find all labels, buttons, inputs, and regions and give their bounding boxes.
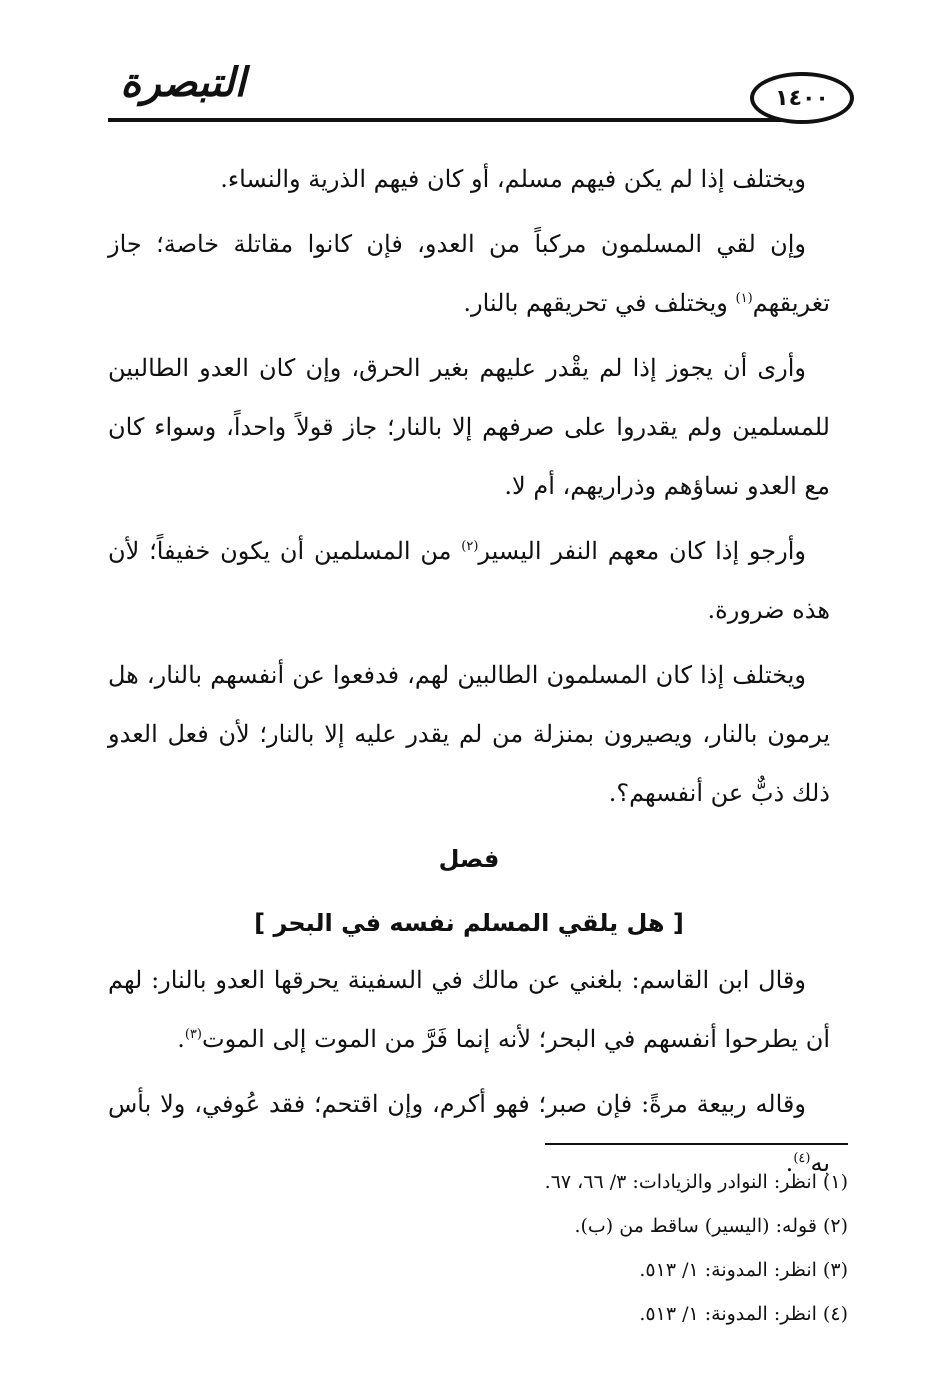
- paragraph-text: وقاله ربيعة مرةً: فإن صبر؛ فهو أكرم، وإن اقتحم؛ فقد عُوفي، ولا بأس به: [108, 1090, 830, 1177]
- section-title: فصل: [438, 845, 500, 873]
- footnote-ref: (٤): [793, 1151, 811, 1166]
- book-title-logo: التبصرة: [120, 59, 246, 106]
- paragraph: [108, 150, 830, 209]
- paragraph: [108, 215, 830, 333]
- paragraph-text: ويختلف في تحريقهم بالنار.: [463, 289, 728, 317]
- main-text: [108, 150, 830, 1199]
- footnotes: [108, 1160, 848, 1336]
- paragraph: [108, 522, 830, 640]
- paragraph-text: وإن لقي المسلمون مركباً من العدو، فإن كانوا مقاتلة خاصة؛ جاز تغريقهم: [108, 230, 830, 317]
- paragraph-text: .: [785, 1149, 794, 1177]
- paragraph: [108, 646, 830, 823]
- paragraph-text: وأرجو إذا كان معهم النفر اليسير: [478, 537, 806, 565]
- paragraph: [108, 339, 830, 516]
- paragraph-text: ويختلف إذا كان المسلمون الطالبين لهم، فدفعوا عن أنفسهم بالنار، هل يرمون بالنار، ويصيرون بمنزلة من لم يقدر عليه إلا بالنار؛ لأن فعل العدو ذلك ذبٌّ عن أنفسهم؟.: [108, 661, 830, 807]
- page-number: ١٤٠٠: [775, 85, 829, 111]
- paragraph-text: وقال ابن القاسم: بلغني عن مالك في السفينة يحرقها العدو بالنار: لهم أن يطرحوا أنفسهم في البحر؛ لأنه إنما فَرَّ من الموت إلى الموت: [108, 966, 830, 1053]
- footnote-ref: (٢): [461, 539, 479, 554]
- paragraph-text: .: [177, 1025, 185, 1053]
- footnote: (٤) انظر: المدونة: ١/ ٥١٣.: [639, 1303, 848, 1325]
- footnote-ref: (١): [735, 291, 753, 306]
- paragraph-text: ويختلف إذا لم يكن فيهم مسلم، أو كان فيهم الذرية والنساء.: [220, 165, 806, 193]
- paragraph-text: من المسلمين أن يكون خفيفاً؛ لأن هذه ضرورة.: [108, 537, 830, 624]
- footnote: (٣) انظر: المدونة: ١/ ٥١٣.: [639, 1259, 848, 1281]
- paragraph-text: وأرى أن يجوز إذا لم يقْدر عليهم بغير الحرق، وإن كان العدو الطالبين للمسلمين ولم يقدروا على صرفهم إلا بالنار؛ جاز قولاً واحداً، وسواء كان مع العدو نساؤهم وذراريهم، أم لا.: [108, 354, 830, 500]
- section-subtitle: [ هل يلقي المسلم نفسه في البحر ]: [254, 909, 684, 937]
- page-number-oval: [750, 72, 854, 124]
- page-header: [108, 52, 860, 132]
- footnote-separator: [545, 1143, 848, 1145]
- header-rule: [108, 118, 798, 122]
- footnote: (١) انظر: النوادر والزيادات: ٣/ ٦٦، ٦٧.: [544, 1171, 848, 1193]
- footnote: (٢) قوله: (اليسير) ساقط من (ب).: [574, 1215, 848, 1237]
- paragraph: [108, 951, 830, 1069]
- footnote-ref: (٣): [184, 1027, 202, 1042]
